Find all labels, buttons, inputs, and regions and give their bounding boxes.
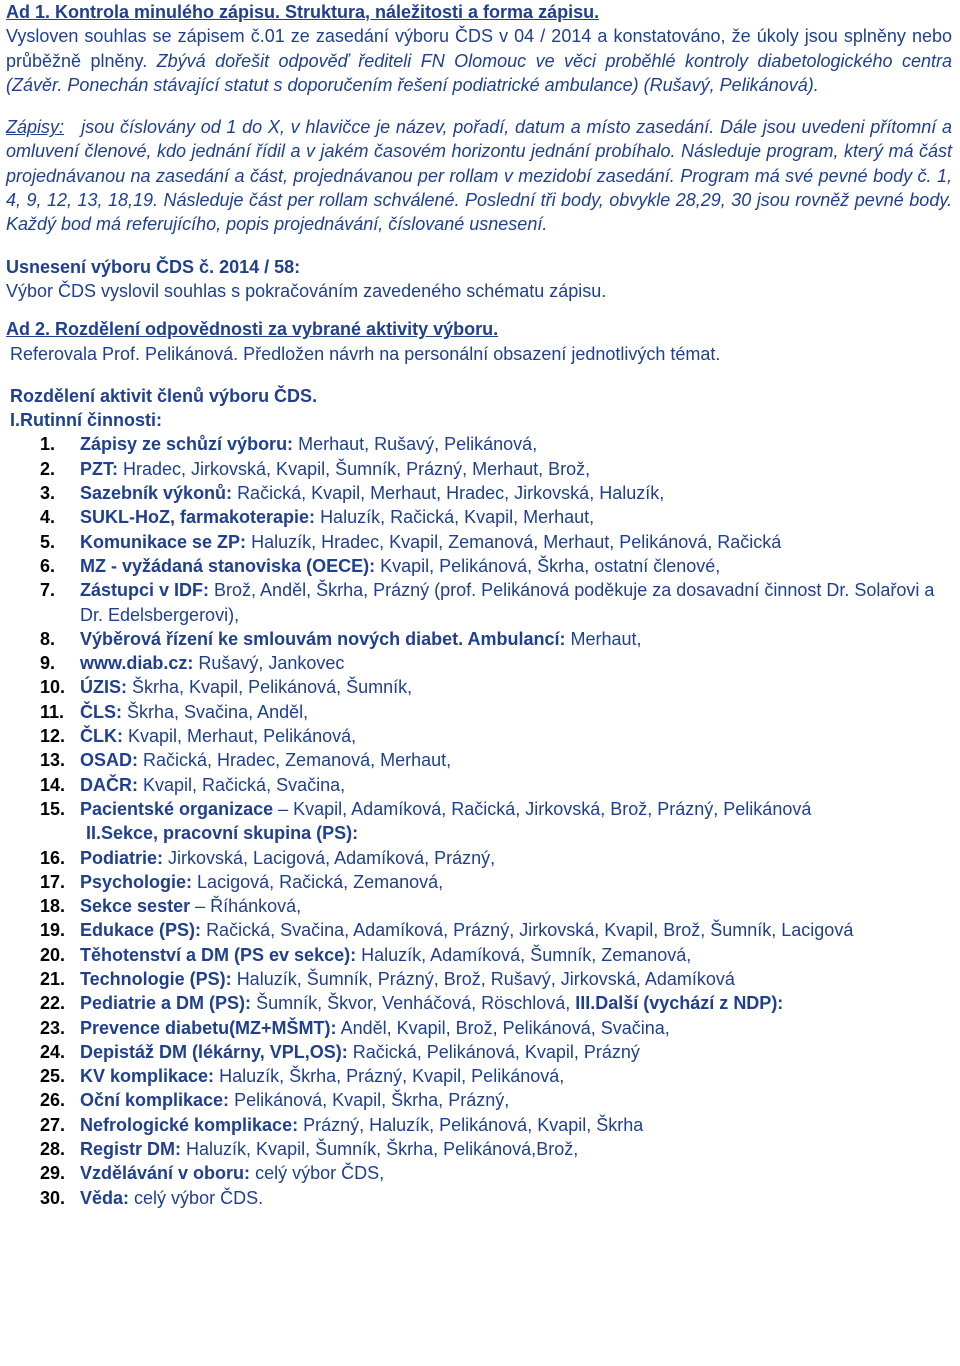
item-number: 1. <box>40 434 56 455</box>
rozdeleni-heading: Rozdělení aktivit členů výboru ČDS. <box>10 385 318 406</box>
item-number: 20. <box>40 944 66 965</box>
item-number: 26. <box>40 1090 66 1111</box>
sekce-heading: II.Sekce, pracovní skupina (PS): <box>86 823 359 844</box>
list-item <box>6 700 952 724</box>
list-item <box>6 1161 952 1185</box>
item-text: Rušavý, Jankovec <box>198 653 345 674</box>
list-item <box>6 530 952 554</box>
item-label: DAČR: <box>80 774 138 795</box>
list-item <box>6 773 952 797</box>
item-text: Anděl, Kvapil, Brož, Pelikánová, Svačina, <box>340 1017 670 1038</box>
item-label: KV komplikace: <box>80 1066 215 1087</box>
item-text: Kvapil, Račická, Svačina, <box>143 774 346 795</box>
item-number: 19. <box>40 920 66 941</box>
zapisy-label: Zápisy: <box>6 117 65 138</box>
zapisy-text: jsou číslovány od 1 do X, v hlavičce je název, pořadí, datum a místo zasedání. Dále jsou uvedeni přítomní a omluvení členové, kdo jednání řídil a v jakém časovém horizontu jednání probíhalo. Následuje program, který má část projednávanou na zasedání a část, projednávanou per rollam v mezidobí zasedání. Program má své pevné body č. 1, 4, 9, 12, 13, 18,19. Následuje část per rollam schválené. Poslední tři body, obvykle 28,29, 30 jsou rovněž pevné body. Každý bod má referujícího, popis projednávání, číslované usnesení. <box>6 117 952 235</box>
item-number: 10. <box>40 677 66 698</box>
item-text: Pelikánová, Kvapil, Škrha, Prázný, <box>234 1090 510 1111</box>
list-item <box>6 554 952 578</box>
list-item <box>6 748 952 772</box>
item-text: Prázný, Haluzík, Pelikánová, Kvapil, Škrha <box>303 1114 644 1135</box>
item-label: Výběrová řízení ke smlouvám nových diabet. Ambulancí: <box>80 628 566 649</box>
ad2-heading: Ad 2. Rozdělení odpovědnosti za vybrané aktivity výboru. <box>6 319 499 340</box>
item-number: 12. <box>40 726 66 747</box>
item-number: 2. <box>40 458 56 479</box>
item-label: Edukace (PS): <box>80 920 202 941</box>
item-number: 9. <box>40 653 56 674</box>
item-text: Haluzík, Račická, Kvapil, Merhaut, <box>320 507 595 528</box>
document-page <box>6 0 952 1210</box>
item-label: Oční komplikace: <box>80 1090 230 1111</box>
item-text: Kvapil, Pelikánová, Škrha, ostatní členové, <box>380 555 721 576</box>
item-number: 18. <box>40 896 66 917</box>
list-item <box>6 457 952 481</box>
item-label: ČLK: <box>80 726 123 747</box>
item-text: Brož, Anděl, Škrha, Prázný (prof. Pelikánová poděkuje za dosavadní činnost Dr. Solařovi a Dr. Edelsbergerovi), <box>80 580 935 625</box>
item-text: Račická, Pelikánová, Kvapil, Prázný <box>352 1041 640 1062</box>
rutinni-heading: I.Rutinní činnosti: <box>10 410 162 431</box>
referovala-text: Referovala Prof. Pelikánová. Předložen návrh na personální obsazení jednotlivých témat. <box>10 343 721 364</box>
item-number: 28. <box>40 1139 66 1160</box>
item-text: Haluzík, Hradec, Kvapil, Zemanová, Merhaut, Pelikánová, Račická <box>251 531 782 552</box>
item-text: Haluzík, Adamíková, Šumník, Zemanová, <box>361 944 692 965</box>
list-item <box>6 651 952 675</box>
item-label: SUKL-HoZ, farmakoterapie: <box>80 507 316 528</box>
item-number: 24. <box>40 1041 66 1062</box>
item-text: Kvapil, Merhaut, Pelikánová, <box>128 726 357 747</box>
item-text: celý výbor ČDS. <box>134 1187 264 1208</box>
list-item <box>6 846 952 870</box>
item-text: Šumník, Škvor, Venháčová, Röschlová, <box>256 993 571 1014</box>
list-item <box>6 1016 952 1040</box>
item-label: Komunikace se ZP: <box>80 531 247 552</box>
list-item <box>6 1113 952 1137</box>
item-label: Prevence diabetu(MZ+MŠMT): <box>80 1017 337 1038</box>
item-text: Račická, Svačina, Adamíková, Prázný, Jirkovská, Kvapil, Brož, Šumník, Lacigová <box>206 920 854 941</box>
item-text: Haluzík, Kvapil, Šumník, Škrha, Pelikánová,Brož, <box>186 1139 579 1160</box>
item-text: Račická, Hradec, Zemanová, Merhaut, <box>143 750 452 771</box>
list-item <box>6 918 952 942</box>
item-label: Vzdělávání v oboru: <box>80 1163 251 1184</box>
item-label: www.diab.cz: <box>80 653 194 674</box>
item-label: Nefrologické komplikace: <box>80 1114 299 1135</box>
list-item <box>6 991 952 1015</box>
list-item <box>6 1137 952 1161</box>
item-label: Podiatrie: <box>80 847 164 868</box>
item-number: 17. <box>40 871 66 892</box>
list-item <box>6 505 952 529</box>
item-label: Pediatrie a DM (PS): <box>80 993 252 1014</box>
item-number: 15. <box>40 798 66 819</box>
item-text: celý výbor ČDS, <box>255 1163 385 1184</box>
ad1-para1: Vysloven souhlas se zápisem č.01 ze zasedání výboru ČDS v 04 / 2014 a konstatováno, že úkoly jsou splněny nebo průběžně plněny. <box>6 26 952 71</box>
item-label: Registr DM: <box>80 1139 182 1160</box>
item-tail-heading: III.Další (vychází z NDP): <box>575 993 784 1014</box>
item-text: Merhaut, Rušavý, Pelikánová, <box>298 434 538 455</box>
zapisy-paragraph <box>6 115 952 236</box>
item-text: Haluzík, Škrha, Prázný, Kvapil, Pelikánová, <box>219 1066 565 1087</box>
item-number: 22. <box>40 993 66 1014</box>
ad1-heading: Ad 1. Kontrola minulého zápisu. Struktura, náležitosti a forma zápisu. <box>6 2 600 22</box>
list-item <box>6 1186 952 1210</box>
ad1-paragraph <box>6 24 952 97</box>
item-label: Zástupci v IDF: <box>80 580 210 601</box>
item-number: 29. <box>40 1163 66 1184</box>
list-item <box>6 578 952 627</box>
item-number: 30. <box>40 1187 66 1208</box>
item-label: PZT: <box>80 458 118 479</box>
item-number: 27. <box>40 1114 66 1135</box>
item-number: 25. <box>40 1066 66 1087</box>
item-text: Lacigová, Račická, Zemanová, <box>197 871 444 892</box>
item-text: Škrha, Kvapil, Pelikánová, Šumník, <box>132 677 413 698</box>
list-item <box>6 675 952 699</box>
item-label: Věda: <box>80 1187 130 1208</box>
item-number: 13. <box>40 750 66 771</box>
list-item <box>6 432 952 456</box>
list-item <box>6 894 952 918</box>
list-item <box>6 870 952 894</box>
item-label: MZ - vyžádaná stanoviska (OECE): <box>80 555 376 576</box>
item-text: Škrha, Svačina, Anděl, <box>127 701 309 722</box>
activities-list <box>6 432 952 1210</box>
list-item <box>6 481 952 505</box>
item-number: 3. <box>40 483 56 504</box>
list-item <box>6 627 952 651</box>
item-label: ČLS: <box>80 701 122 722</box>
item-label: Technologie (PS): <box>80 968 232 989</box>
item-number: 8. <box>40 628 56 649</box>
item-number: 14. <box>40 774 66 795</box>
item-number: 23. <box>40 1017 66 1038</box>
list-item <box>6 797 952 821</box>
item-text: Jirkovská, Lacigová, Adamíková, Prázný, <box>168 847 496 868</box>
item-label: Těhotenství a DM (PS ev sekce): <box>80 944 357 965</box>
item-number: 6. <box>40 555 56 576</box>
item-label: Depistáž DM (lékárny, VPL,OS): <box>80 1041 348 1062</box>
item-number: 21. <box>40 968 66 989</box>
item-number: 5. <box>40 531 56 552</box>
list-item <box>6 1040 952 1064</box>
item-text: Merhaut, <box>570 628 642 649</box>
item-label: ÚZIS: <box>80 677 127 698</box>
item-text: Račická, Kvapil, Merhaut, Hradec, Jirkovská, Haluzík, <box>237 483 665 504</box>
item-number: 11. <box>40 701 65 722</box>
item-text: Haluzík, Šumník, Prázný, Brož, Rušavý, Jirkovská, Adamíková <box>236 968 735 989</box>
ad1-para1-italic: Zbývá dořešit odpověď řediteli FN Olomouc ve věci proběhlé kontroly diabetologického centra (Závěr. Ponechán stávající statut s doporučením řešení podiatrické ambulance) (Rušavý, Pelikánová). <box>6 50 952 95</box>
item-label: OSAD: <box>80 750 138 771</box>
list-item <box>6 967 952 991</box>
item-number: 4. <box>40 507 56 528</box>
usneseni-text: Výbor ČDS vyslovil souhlas s pokračováním zavedeného schématu zápisu. <box>6 280 607 301</box>
item-label: Sazebník výkonů: <box>80 483 233 504</box>
item-label: Pacientské organizace <box>80 798 274 819</box>
item-text: – Kvapil, Adamíková, Račická, Jirkovská, Brož, Prázný, Pelikánová <box>278 798 812 819</box>
item-number: 7. <box>40 580 56 601</box>
list-item <box>6 1088 952 1112</box>
item-text: – Říhánková, <box>195 896 302 917</box>
item-text: Hradec, Jirkovská, Kvapil, Šumník, Prázný, Merhaut, Brož, <box>123 458 591 479</box>
item-label: Psychologie: <box>80 871 193 892</box>
list-item <box>6 724 952 748</box>
item-label: Zápisy ze schůzí výboru: <box>80 434 294 455</box>
list-item <box>6 1064 952 1088</box>
list-item <box>6 943 952 967</box>
item-label: Sekce sester <box>80 896 191 917</box>
usneseni-title: Usnesení výboru ČDS č. 2014 / 58: <box>6 256 301 277</box>
item-number: 16. <box>40 847 66 868</box>
